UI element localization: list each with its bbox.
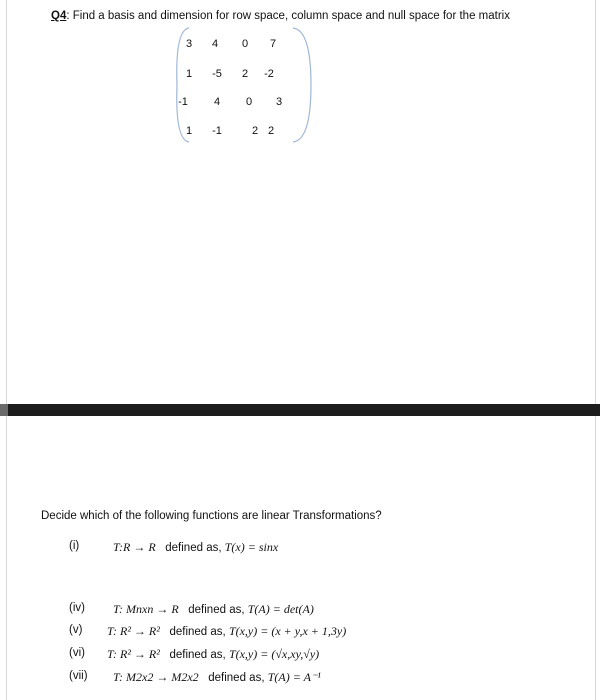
item-number: (i) xyxy=(69,540,80,552)
matrix-cell-r2c3: 2 xyxy=(241,68,249,80)
matrix-cell-r1c1: 3 xyxy=(185,38,193,50)
item-number: (vii) xyxy=(69,670,88,682)
item-defined-label: defined as, xyxy=(165,542,222,554)
item-map: T:R → R xyxy=(113,540,156,554)
matrix xyxy=(175,26,313,144)
page-2 xyxy=(6,416,596,700)
item-defined-label: defined as, xyxy=(188,604,245,616)
item-formula: T(x) = sinx xyxy=(224,540,279,554)
item-map: T: R² → R² xyxy=(107,624,160,638)
matrix-cell-r3c1: -1 xyxy=(178,96,188,108)
item-formula: T(A) = det(A) xyxy=(247,602,314,616)
item-map: T: R² → R² xyxy=(107,647,160,661)
matrix-cell-r1c4: 7 xyxy=(269,38,277,50)
item-number: (vi) xyxy=(69,647,85,659)
item-number: (iv) xyxy=(69,602,85,614)
item-defined-label: defined as, xyxy=(169,649,226,661)
item-defined-label: defined as, xyxy=(169,626,226,638)
matrix-cell-r2c1: 1 xyxy=(185,68,193,80)
divider-edge xyxy=(0,404,8,416)
matrix-cell-r4c3: 2 xyxy=(251,125,259,137)
item-formula: T(A) = A⁻¹ xyxy=(267,670,321,684)
matrix-cell-r4c4: 2 xyxy=(267,125,275,137)
matrix-cell-r1c3: 0 xyxy=(241,38,249,50)
page-1 xyxy=(6,0,596,404)
matrix-cell-r3c3: 0 xyxy=(245,96,253,108)
item-defined-label: defined as, xyxy=(208,672,265,684)
item-map: T: Mnxn → R xyxy=(113,602,179,616)
matrix-cell-r1c2: 4 xyxy=(211,38,219,50)
item-formula: T(x,y) = (√x,xy,√y) xyxy=(228,647,320,661)
item-formula: T(x,y) = (x + y,x + 1,3y) xyxy=(228,624,347,638)
question-text: : Find a basis and dimension for row space, column space and null space for the matrix xyxy=(66,10,510,22)
question-number: Q4 xyxy=(51,10,67,22)
matrix-cell-r3c4: 3 xyxy=(275,96,283,108)
matrix-cell-r3c2: 4 xyxy=(213,96,221,108)
matrix-cell-r2c2: -5 xyxy=(212,68,222,80)
question-title xyxy=(51,10,510,22)
item-number: (v) xyxy=(69,624,83,636)
matrix-cell-r2c4: -2 xyxy=(264,68,274,80)
page-divider xyxy=(0,404,600,416)
matrix-cell-r4c1: 1 xyxy=(185,125,193,137)
item-map: T: M2x2 → M2x2 xyxy=(113,670,199,684)
section-prompt: Decide which of the following functions are linear Transformations? xyxy=(41,510,382,522)
matrix-cell-r4c2: -1 xyxy=(212,125,222,137)
